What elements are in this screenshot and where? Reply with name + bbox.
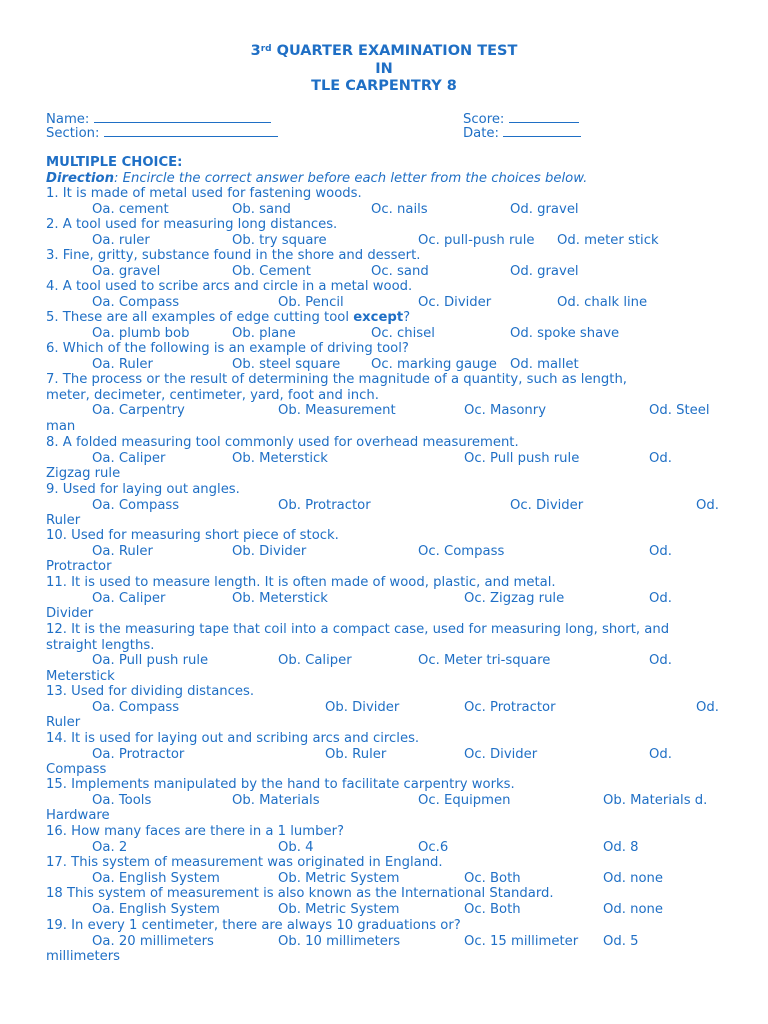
question-text: 1. It is made of metal used for fastening woods. <box>46 186 362 201</box>
answer-choice: Oa. English System <box>92 901 220 917</box>
question-text: 19. In every 1 centimeter, there are always 10 graduations or? <box>46 918 461 933</box>
answer-choice: Od. meter stick <box>557 232 659 248</box>
answer-choice: Od. <box>649 543 672 559</box>
question-text: 10. Used for measuring short piece of stock. <box>46 528 339 543</box>
answer-choice: Oc. nails <box>371 201 428 217</box>
answer-choice: Oa. ruler <box>92 232 150 248</box>
date-field: Date: <box>463 125 581 141</box>
question-emphasis: except <box>353 310 404 325</box>
answer-choice: Ob. Measurement <box>278 403 396 419</box>
answer-choice: Oc. Protractor <box>464 699 556 715</box>
answer-choice: Od. none <box>603 901 664 917</box>
answer-choice: Oc. Equipmen <box>418 792 511 808</box>
answer-choice: Od. <box>649 450 672 466</box>
name-field: Name: <box>46 111 271 127</box>
answer-choice: Oa. Compass <box>92 497 180 513</box>
answer-choice: Ob. 10 millimeters <box>278 933 401 949</box>
answer-choice: Oa. Tools <box>92 792 152 808</box>
answer-choice: Oc. Divider <box>464 746 538 762</box>
answer-choice: Ob. sand <box>232 201 291 217</box>
answer-choice: Ob. try square <box>232 232 327 248</box>
answer-choice-continued: man <box>46 418 76 434</box>
answer-choice: Ob. Cement <box>232 263 311 279</box>
score-field: Score: <box>463 111 579 127</box>
answer-choice: Oc. marking gauge <box>371 356 497 372</box>
answer-choice: Ob. Metric System <box>278 901 400 917</box>
answer-choice: Oc. Divider <box>510 497 584 513</box>
section-field: Section: <box>46 125 278 141</box>
answer-choice: Ob. Materials <box>232 792 320 808</box>
answer-choice: Od. gravel <box>510 201 579 217</box>
question-text: 18 This system of measurement is also known as the International Standard. <box>46 886 554 901</box>
answer-choice: Ob. Divider <box>232 543 307 559</box>
exam-subject: TLE CARPENTRY 8 <box>311 78 457 94</box>
answer-choice: Ob. Divider <box>325 699 400 715</box>
answer-choice: Oa. Compass <box>92 699 180 715</box>
answer-choice: Oc. Divider <box>418 294 492 310</box>
answer-choice-continued: Protractor <box>46 559 112 575</box>
answer-choice: Od. Steel <box>649 403 710 419</box>
answer-choice: Ob. Ruler <box>325 746 387 762</box>
answer-choice: Od. spoke shave <box>510 325 620 341</box>
answer-choice: Od. gravel <box>510 263 579 279</box>
answer-choice: Oc. Both <box>464 901 521 917</box>
answer-choice: Oc. Compass <box>418 543 505 559</box>
answer-choice: Ob. steel square <box>232 356 341 372</box>
answer-choice: Oa. Protractor <box>92 746 185 762</box>
answer-choice: Oc. Pull push rule <box>464 450 580 466</box>
answer-choice: Oc. Both <box>464 870 521 886</box>
question-text: 13. Used for dividing distances. <box>46 684 255 699</box>
answer-choice: Oa. 20 millimeters <box>92 933 214 949</box>
answer-choice: Oa. English System <box>92 870 220 886</box>
answer-choice: Oa. 2 <box>92 839 128 855</box>
direction-text: Direction: Encircle the correct answer before each letter from the choices below. <box>46 171 588 186</box>
answer-choice: Od. mallet <box>510 356 579 372</box>
question-text: 8. A folded measuring tool commonly used for overhead measurement. <box>46 435 519 450</box>
question-text: 2. A tool used for measuring long distances. <box>46 217 338 232</box>
question-text: 3. Fine, gritty, substance found in the shore and dessert. <box>46 248 421 263</box>
answer-choice: Oc. sand <box>371 263 429 279</box>
exam-title-in: IN <box>375 61 393 77</box>
answer-choice: Od. <box>696 699 719 715</box>
answer-choice: Ob. Meterstick <box>232 450 328 466</box>
date-blank <box>503 125 581 137</box>
question-text <box>46 310 410 326</box>
answer-choice: Oa. Compass <box>92 294 180 310</box>
answer-choice: Oc. Zigzag rule <box>464 590 565 606</box>
answer-choice: Oa. Carpentry <box>92 403 185 419</box>
answer-choice: Od. <box>696 497 719 513</box>
answer-choice: Oa. Ruler <box>92 356 153 372</box>
question-text-continued: straight lengths. <box>46 637 155 653</box>
question-text-continued: meter, decimeter, centimeter, yard, foot and inch. <box>46 387 379 403</box>
question-text: 11. It is used to measure length. It is often made of wood, plastic, and metal. <box>46 575 556 590</box>
answer-choice: Oc. pull-push rule <box>418 232 535 248</box>
question-text-part: ? <box>403 310 411 325</box>
answer-choice: Od. <box>649 653 672 669</box>
answer-choice: Oc. chisel <box>371 325 435 341</box>
answer-choice-continued: Ruler <box>46 715 81 731</box>
answer-choice: Od. 8 <box>603 839 639 855</box>
answer-choice: Od. chalk line <box>557 294 648 310</box>
answer-choice-continued: Hardware <box>46 808 110 824</box>
answer-choice: Od. 5 <box>603 933 639 949</box>
answer-choice-continued: millimeters <box>46 949 121 965</box>
answer-choice: Od. <box>649 746 672 762</box>
answer-choice-continued: Meterstick <box>46 668 115 684</box>
answer-choice-continued: Compass <box>46 762 107 778</box>
answer-choice: Ob. 4 <box>278 839 314 855</box>
answer-choice-continued: Divider <box>46 606 94 622</box>
answer-choice: Ob. plane <box>232 325 296 341</box>
answer-choice: Oc. 15 millimeter <box>464 933 579 949</box>
answer-choice-continued: Zigzag rule <box>46 466 121 482</box>
section-heading: MULTIPLE CHOICE: <box>46 155 183 170</box>
question-text: 15. Implements manipulated by the hand to facilitate carpentry works. <box>46 777 515 792</box>
question-text-part: 5. These are all examples of edge cutting tool <box>46 310 354 325</box>
answer-choice: Od. none <box>603 870 664 886</box>
answer-choice: Oc. Masonry <box>464 403 546 419</box>
answer-choice: Oc. Meter tri-square <box>418 653 551 669</box>
question-text: 17. This system of measurement was originated in England. <box>46 855 443 870</box>
section-blank <box>104 125 278 137</box>
answer-choice: Oa. gravel <box>92 263 161 279</box>
question-text: 7. The process or the result of determining the magnitude of a quantity, such as length, <box>46 372 627 387</box>
answer-choice: Oa. Ruler <box>92 543 153 559</box>
question-text: 12. It is the measuring tape that coil into a compact case, used for measuring long, short, and <box>46 622 670 637</box>
answer-choice: Ob. Metric System <box>278 870 400 886</box>
answer-choice: Ob. Materials d. <box>603 792 708 808</box>
question-text: 9. Used for laying out angles. <box>46 482 240 497</box>
answer-choice: Oa. plumb bob <box>92 325 190 341</box>
answer-choice: Oa. cement <box>92 201 169 217</box>
score-blank <box>509 111 579 123</box>
answer-choice: Ob. Pencil <box>278 294 344 310</box>
answer-choice: Oc.6 <box>418 839 449 855</box>
answer-choice: Ob. Caliper <box>278 653 352 669</box>
name-blank <box>94 111 271 123</box>
answer-choice: Ob. Protractor <box>278 497 371 513</box>
question-text: 6. Which of the following is an example of driving tool? <box>46 341 409 356</box>
exam-title: 3rd QUARTER EXAMINATION TEST <box>250 43 518 59</box>
answer-choice: Oa. Caliper <box>92 590 166 606</box>
answer-choice: Oa. Caliper <box>92 450 166 466</box>
question-text: 14. It is used for laying out and scribing arcs and circles. <box>46 731 420 746</box>
answer-choice: Oa. Pull push rule <box>92 653 209 669</box>
question-text: 16. How many faces are there in a 1 lumber? <box>46 824 344 839</box>
question-text: 4. A tool used to scribe arcs and circle in a metal wood. <box>46 279 413 294</box>
answer-choice: Ob. Meterstick <box>232 590 328 606</box>
answer-choice: Od. <box>649 590 672 606</box>
answer-choice-continued: Ruler <box>46 513 81 529</box>
